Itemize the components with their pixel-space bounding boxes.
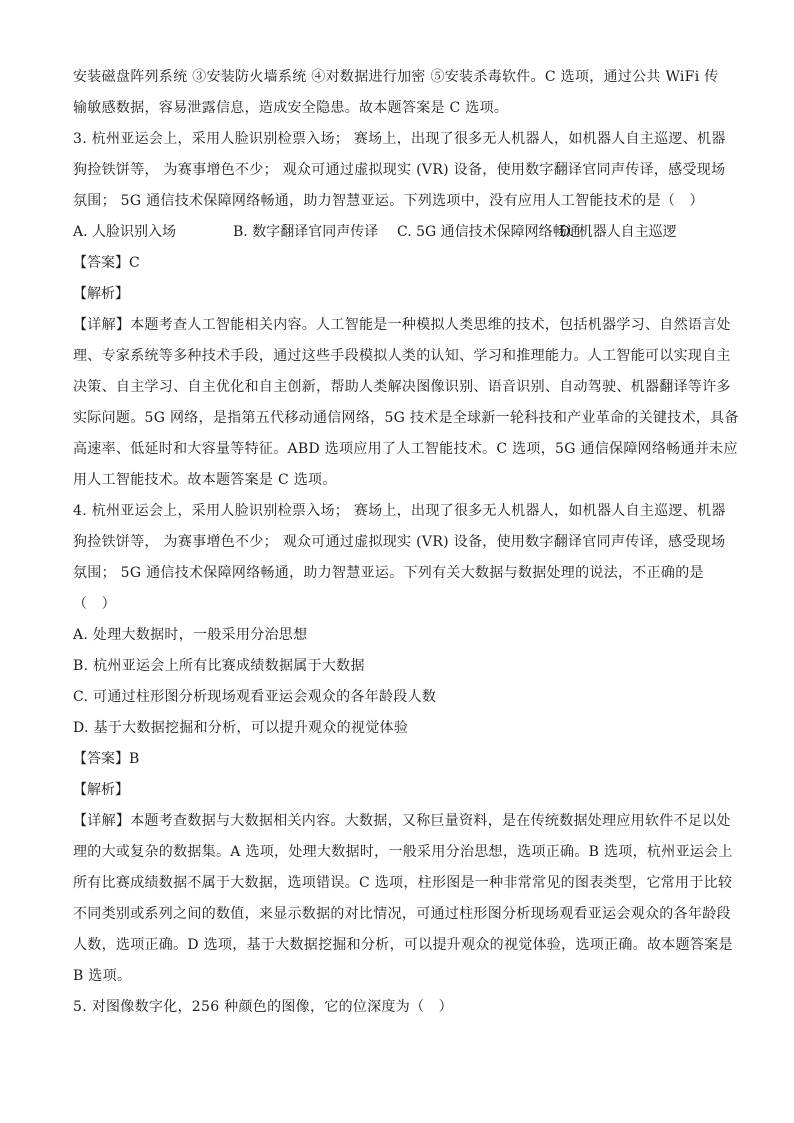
q4-detail-line: 不同类别或系列之间的数值，来显示数据的对比情况，可通过柱形图分析现场观看亚运会观众的各年龄段	[73, 906, 731, 922]
q4-detail	[73, 806, 733, 992]
q4-detail-line: 理的大或复杂的数据集。A 选项，处理大数据时，一般采用分治思想，选项正确。B 选项，杭州亚运会上	[73, 844, 733, 860]
q3-options-row	[73, 217, 723, 248]
q3-detail-line: 高速率、低延时和大容量等特征。ABD 选项应用了人工智能技术。C 选项，5G 通信保障网络畅通并未应	[73, 441, 738, 457]
q4-analysis-label: 【解析】	[73, 782, 129, 798]
q3-detail-line: 理、专家系统等多种技术手段，通过这些手段模拟人类的认知、学习和推理能力。人工智能可以实现自主	[73, 348, 731, 364]
q4-option-b: B. 杭州亚运会上所有比赛成绩数据属于大数据	[73, 658, 365, 674]
q5-stem-line: 5. 对图像数字化，256 种颜色的图像，它的位深度为（ ）	[73, 999, 453, 1015]
intro-paragraph	[73, 62, 723, 124]
intro-line: 输敏感数据，容易泄露信息，造成安全隐患。故本题答案是 C 选项。	[73, 100, 509, 116]
answer-label: 【答案】	[73, 255, 129, 271]
q4-answer	[73, 744, 723, 775]
question-4-stem	[73, 496, 726, 620]
q3-analysis-label: 【解析】	[73, 286, 129, 302]
q3-stem-line: 狗捡铁饼等， 为赛事增色不少； 观众可通过虚拟现实 (VR) 设备，使用数字翻译官同声传译，感受现场	[73, 162, 726, 178]
q3-option-c: C. 5G 通信技术保障网络畅通	[397, 224, 581, 240]
q3-detail	[73, 310, 739, 496]
q4-stem-line: 4. 杭州亚运会上，采用人脸识别检票入场； 赛场上，出现了很多无人机器人，如机器人自主巡逻、机器	[73, 503, 726, 519]
answer-value: B	[129, 751, 140, 767]
q4-detail-line: 人数，选项正确。D 选项，基于大数据挖掘和分析，可以提升观众的视觉体验，选项正确。故本题答案是	[73, 937, 733, 953]
q3-detail-line: 用人工智能技术。故本题答案是 C 选项。	[73, 472, 337, 488]
intro-line: 安装磁盘阵列系统 ③安装防火墙系统 ④对数据进行加密 ⑤安装杀毒软件。C 选项，通过公共 WiFi 传	[73, 69, 719, 85]
q3-option-b: B. 数字翻译官同声传译	[233, 224, 379, 240]
q3-detail-line: 实际问题。5G 网络，是指第五代移动通信网络，5G 技术是全球新一轮科技和产业革命的关键技术，具备	[73, 410, 739, 426]
q3-detail-line: 【详解】本题考查人工智能相关内容。人工智能是一种模拟人类思维的技术，包括机器学习、自然语言处	[73, 317, 731, 333]
q3-option-d: D. 机器人自主巡逻	[559, 224, 677, 240]
q4-options	[73, 620, 723, 744]
question-3-stem	[73, 124, 726, 217]
q4-detail-line: B 选项。	[73, 968, 132, 984]
answer-label: 【答案】	[73, 751, 129, 767]
question-5-stem	[73, 992, 723, 1023]
q3-option-a: A. 人脸识别入场	[73, 224, 177, 240]
answer-value: C	[129, 255, 140, 271]
q4-detail-line: 所有比赛成绩数据不属于大数据，选项错误。C 选项，柱形图是一种非常常见的图表类型，它常用于比较	[73, 875, 733, 891]
q3-answer	[73, 248, 723, 279]
q3-stem-line: 3. 杭州亚运会上，采用人脸识别检票入场； 赛场上，出现了很多无人机器人，如机器人自主巡逻、机器	[73, 131, 726, 147]
q4-option-a: A. 处理大数据时，一般采用分治思想	[73, 627, 308, 643]
q4-detail-line: 【详解】本题考查数据与大数据相关内容。大数据，又称巨量资料，是在传统数据处理应用软件不足以处	[73, 813, 731, 829]
q3-detail-line: 决策、自主学习、自主优化和自主创新，帮助人类解决图像识别、语音识别、自动驾驶、机器翻译等许多	[73, 379, 731, 395]
q4-stem-line: （ ）	[73, 596, 116, 612]
q4-option-c: C. 可通过柱形图分析现场观看亚运会观众的各年龄段人数	[73, 689, 437, 705]
q3-stem-line: 氛围； 5G 通信技术保障网络畅通，助力智慧亚运。下列选项中，没有应用人工智能技术的是（ ）	[73, 193, 704, 209]
q4-stem-line: 狗捡铁饼等， 为赛事增色不少； 观众可通过虚拟现实 (VR) 设备，使用数字翻译官同声传译，感受现场	[73, 534, 726, 550]
q4-stem-line: 氛围； 5G 通信技术保障网络畅通，助力智慧亚运。下列有关大数据与数据处理的说法，不正确的是	[73, 565, 704, 581]
q4-option-d: D. 基于大数据挖掘和分析，可以提升观众的视觉体验	[73, 720, 409, 736]
document-content	[73, 62, 739, 1023]
